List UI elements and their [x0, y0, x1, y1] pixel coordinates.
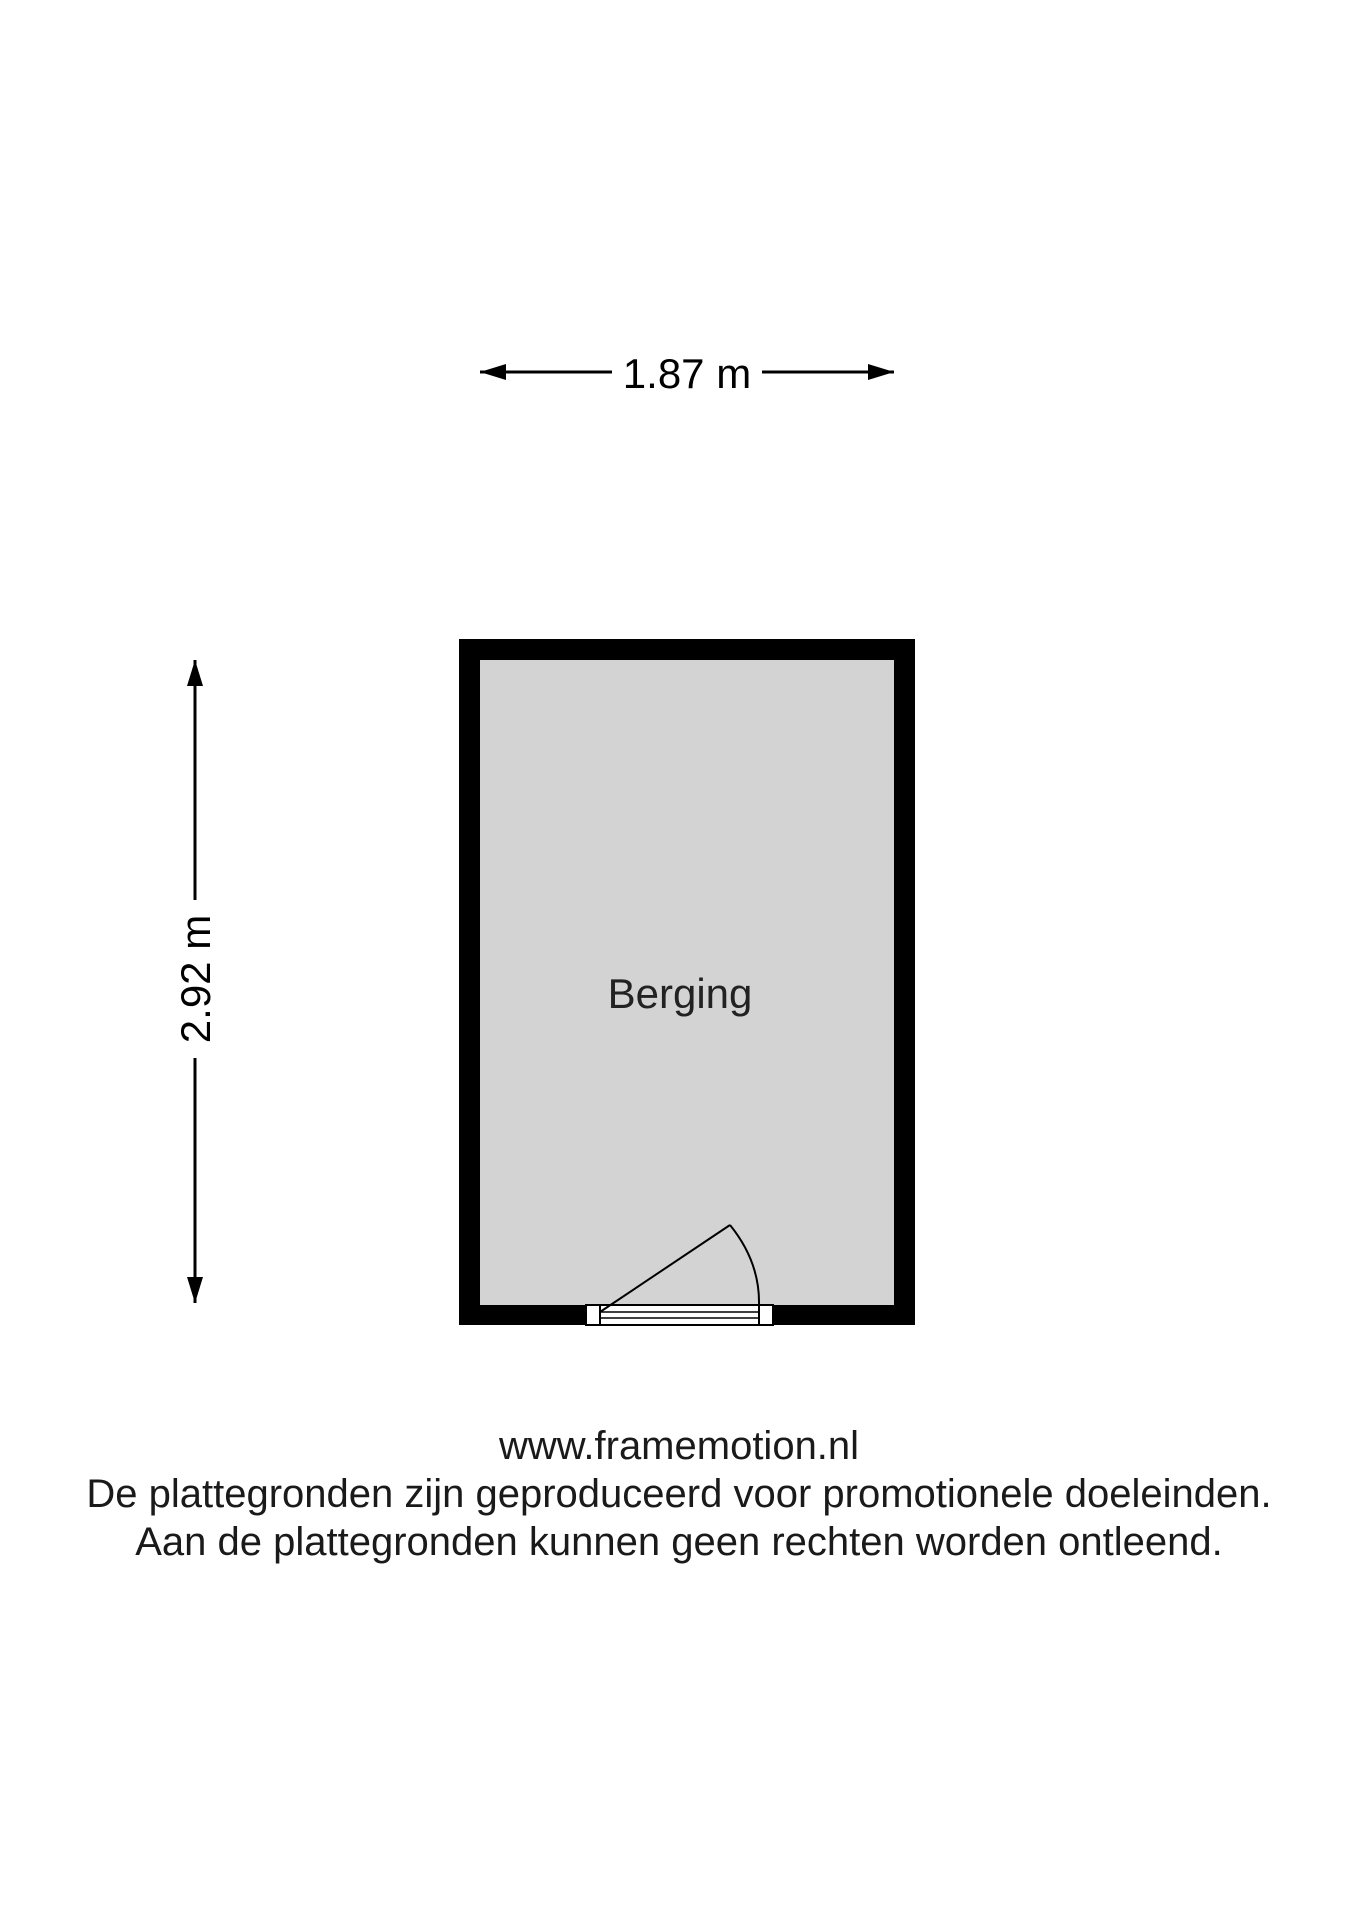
wall-right: [894, 639, 915, 1325]
wall-left: [459, 639, 480, 1325]
width-dimension: [480, 350, 894, 397]
arrow-down-icon: [187, 1277, 203, 1303]
arrow-up-icon: [187, 660, 203, 686]
width-dimension-label: 1.87 m: [622, 350, 752, 397]
door-threshold: [600, 1305, 759, 1325]
arrow-left-icon: [480, 364, 506, 380]
wall-top: [459, 639, 915, 660]
footer: [0, 1422, 1358, 1566]
arrow-right-icon: [868, 364, 894, 380]
disclaimer-line-2: Aan de plattegronden kunnen geen rechten worden ontleend.: [135, 1520, 1223, 1564]
height-dimension-label: 2.92 m: [172, 914, 219, 1044]
room-berging: [459, 639, 915, 1325]
door-jamb-left: [586, 1305, 600, 1325]
wall-bottom-right: [773, 1305, 915, 1325]
room-label: Berging: [607, 970, 753, 1017]
door-jamb-right: [759, 1305, 773, 1325]
disclaimer-line-1: De plattegronden zijn geproduceerd voor promotionele doeleinden.: [86, 1472, 1272, 1516]
height-dimension: [172, 660, 219, 1303]
website-link: www.framemotion.nl: [498, 1424, 860, 1468]
wall-bottom-left: [459, 1305, 586, 1325]
